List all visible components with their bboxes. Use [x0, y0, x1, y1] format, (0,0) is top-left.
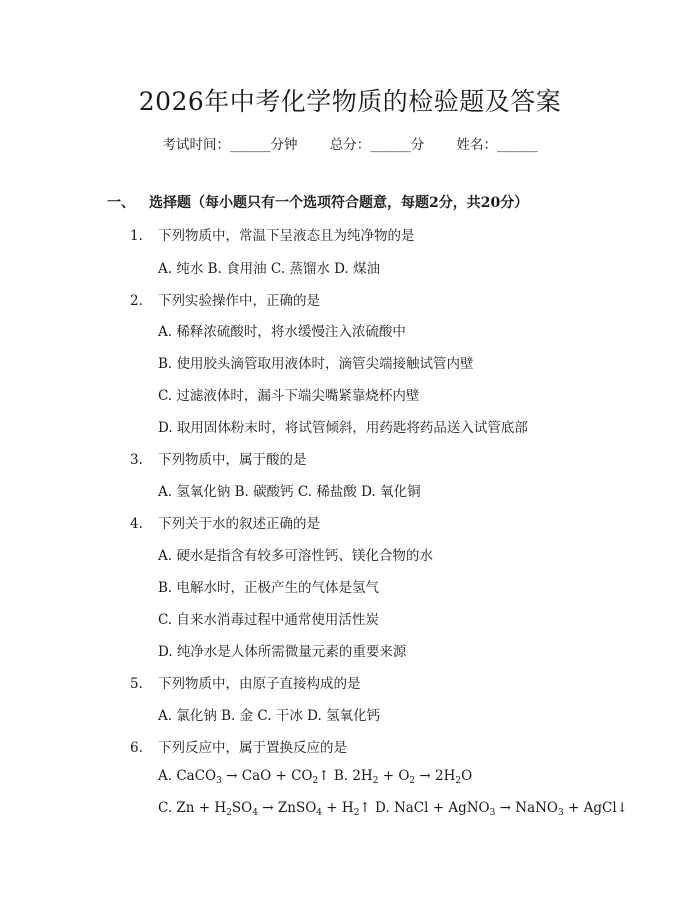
formula-text: ↑ D. NaCl + AgNO: [359, 800, 490, 816]
formula-text: → CaO + CO: [221, 768, 313, 784]
page-title: 2026年中考化学物质的检验题及答案: [138, 87, 562, 116]
question-1-options: A. 纯水 B. 食用油 C. 蒸馏水 D. 煤油: [158, 261, 381, 277]
exam-info: [0, 133, 700, 153]
formula-subscript: 2: [455, 776, 462, 786]
section-heading: [107, 192, 528, 212]
exam-name: 姓名：______: [456, 137, 538, 153]
question-stem: 下列关于水的叙述正确的是: [158, 516, 320, 532]
formula-subscript: 4: [316, 808, 323, 818]
question-number: 4.: [130, 516, 143, 532]
question-4-option-b: B. 电解水时，正极产生的气体是氢气: [158, 580, 380, 596]
question-stem: 下列物质中，常温下呈液态且为纯净物的是: [158, 228, 415, 244]
formula-text: + H: [322, 800, 354, 816]
question-6: [130, 736, 347, 756]
question-6-options-cd: [158, 800, 628, 818]
formula-subscript: 3: [558, 808, 564, 818]
formula-subscript: 2: [226, 808, 232, 818]
question-stem: 下列反应中，属于置换反应的是: [158, 740, 347, 756]
question-number: 3.: [130, 452, 143, 468]
formula-text: ↑ B. 2H: [318, 768, 373, 784]
question-stem: 下列实验操作中，正确的是: [158, 293, 320, 309]
question-4-option-c: C. 自来水消毒过程中通常使用活性炭: [158, 612, 379, 628]
formula-text: C. Zn + H: [158, 800, 227, 816]
question-2-option-a: A. 稀释浓硫酸时，将水缓慢注入浓硫酸中: [158, 324, 406, 340]
section-title: 选择题（每小题只有一个选项符合题意，每题2分，共20分）: [149, 195, 529, 211]
formula-text: → 2H: [415, 768, 456, 784]
question-6-options-ab: [158, 768, 472, 786]
question-number: 6.: [130, 740, 143, 756]
question-4-option-d: D. 纯净水是人体所需微量元素的重要来源: [158, 644, 407, 660]
formula-subscript: 2: [409, 776, 416, 786]
formula-subscript: 4: [252, 808, 258, 818]
formula-subscript: 3: [489, 808, 496, 818]
section-number: 一、: [107, 195, 135, 211]
question-4: [130, 512, 320, 532]
formula-subscript: 2: [312, 776, 319, 786]
formula-text: A. CaCO: [158, 768, 217, 784]
formula-text: O: [461, 768, 473, 784]
question-5: [130, 672, 361, 692]
formula-text: SO: [231, 800, 253, 816]
exam-time: 考试时间：______分钟: [162, 137, 298, 153]
question-stem: 下列物质中，属于酸的是: [158, 452, 307, 468]
exam-score: 总分：______分: [329, 137, 425, 153]
formula-text: + AgCl↓: [563, 800, 628, 816]
question-number: 1.: [130, 228, 143, 244]
question-2-option-b: B. 使用胶头滴管取用液体时，滴管尖端接触试管内壁: [158, 356, 474, 372]
question-4-option-a: A. 硬水是指含有较多可溶性钙、镁化合物的水: [158, 548, 433, 564]
formula-text: → NaNO: [495, 800, 558, 816]
question-1: [130, 224, 415, 244]
formula-text: + O: [378, 768, 410, 784]
question-2-option-c: C. 过滤液体时，漏斗下端尖嘴紧靠烧杯内壁: [158, 388, 420, 404]
formula-subscript: 2: [372, 776, 379, 786]
question-5-options: A. 氯化钠 B. 金 C. 干冰 D. 氢氧化钙: [158, 708, 381, 724]
question-3: [130, 448, 307, 468]
formula-text: → ZnSO: [257, 800, 317, 816]
question-number: 5.: [130, 676, 143, 692]
formula-subscript: 3: [216, 776, 222, 786]
question-2: [130, 289, 320, 309]
question-2-option-d: D. 取用固体粉末时，将试管倾斜，用药匙将药品送入试管底部: [158, 420, 528, 436]
question-3-options: A. 氢氧化钠 B. 碳酸钙 C. 稀盐酸 D. 氧化铜: [158, 484, 421, 500]
question-stem: 下列物质中，由原子直接构成的是: [158, 676, 361, 692]
question-number: 2.: [130, 293, 143, 309]
formula-subscript: 2: [353, 808, 360, 818]
